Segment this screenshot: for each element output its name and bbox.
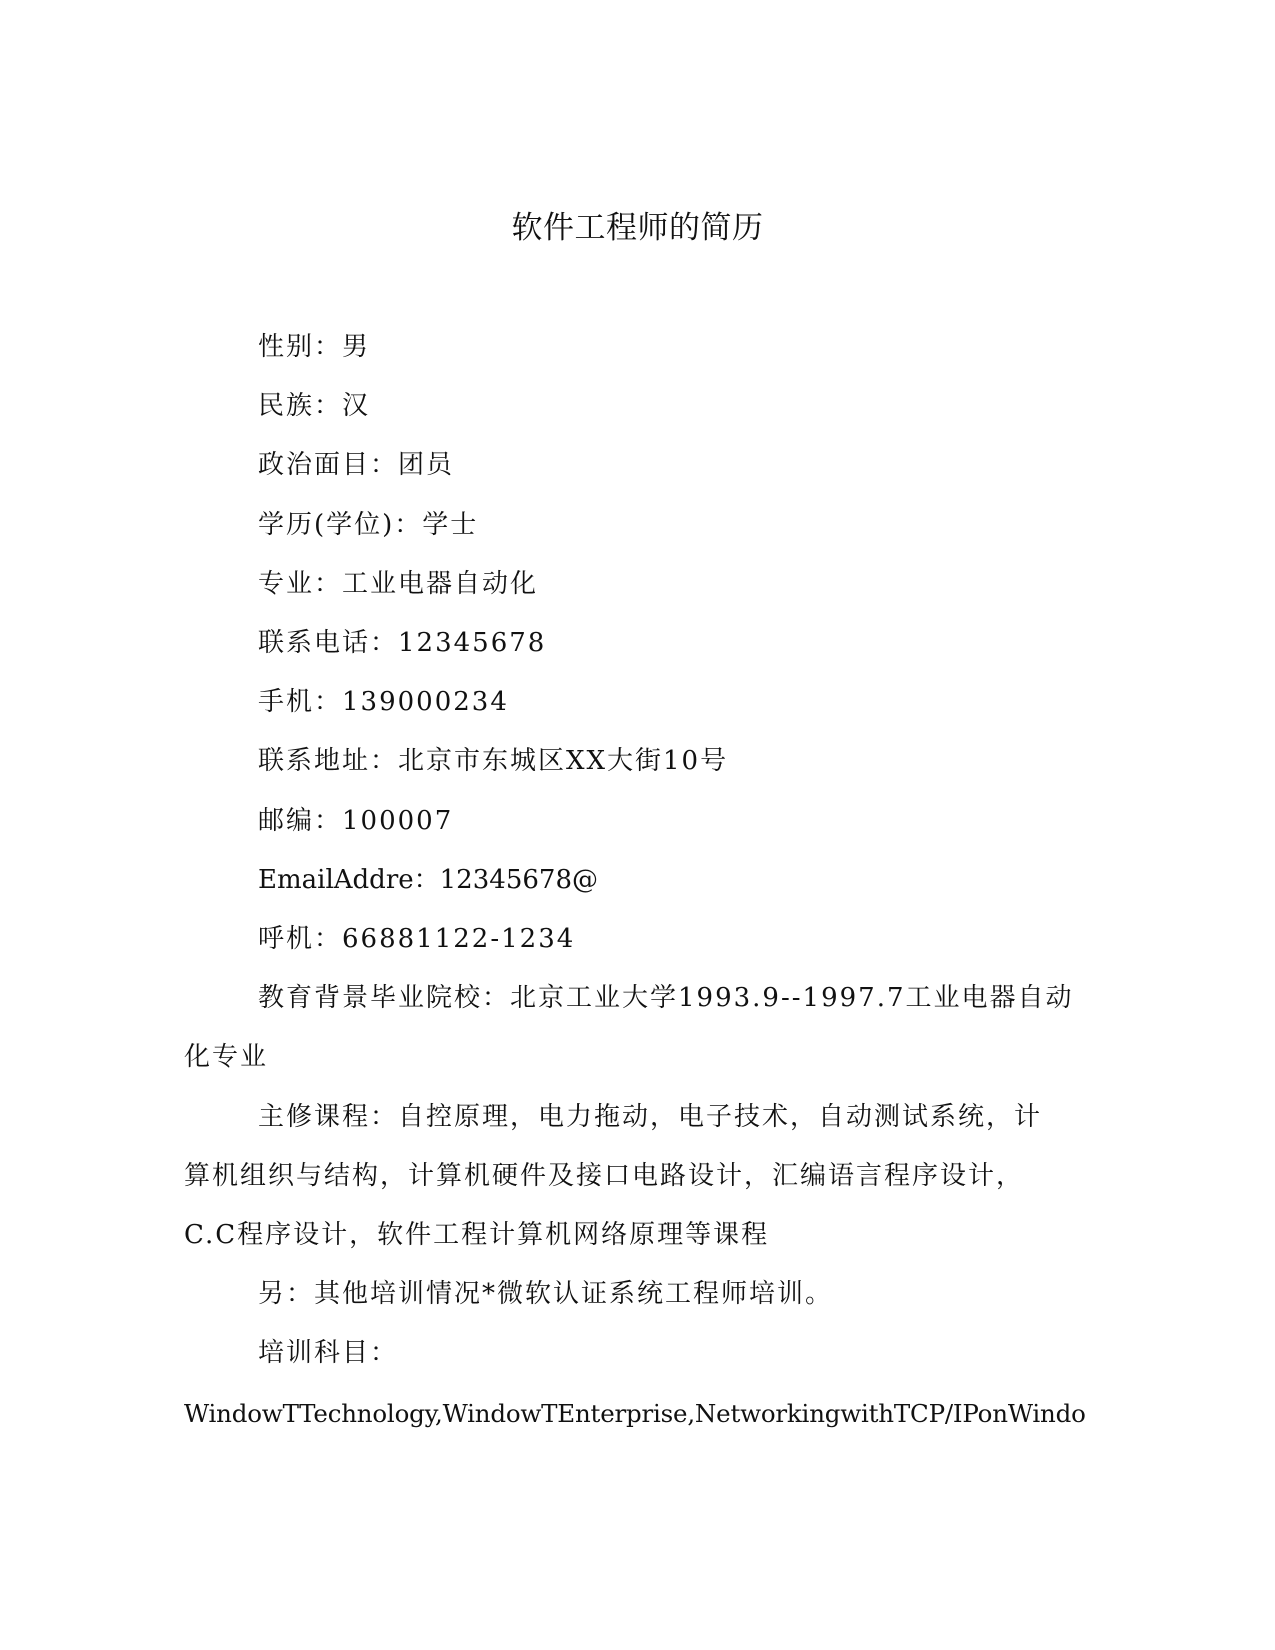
education-line-2: 化专业	[184, 1042, 269, 1073]
document-title: 软件工程师的简历	[511, 210, 764, 246]
education-line-1: 教育背景毕业院校：北京工业大学1993.9--1997.7工业电器自动	[258, 983, 1074, 1014]
resume-body	[184, 318, 1084, 1443]
field-degree: 学历(学位)：学士	[258, 509, 479, 540]
field-political-status: 政治面目：团员	[258, 450, 455, 481]
field-email: EmailAddre：12345678@	[258, 864, 598, 895]
field-address: 联系地址：北京市东城区XX大街10号	[258, 746, 729, 777]
courses-line-2: 算机组织与结构，计算机硬件及接口电路设计，汇编语言程序设计，	[184, 1160, 1025, 1191]
field-gender: 性别：男	[258, 332, 371, 362]
other-training: 另：其他培训情况*微软认证系统工程师培训。	[258, 1279, 834, 1310]
field-mobile: 手机：139000234	[258, 687, 509, 718]
courses-line-3: C.C程序设计，软件工程计算机网络原理等课程	[184, 1220, 770, 1251]
field-phone: 联系电话：12345678	[258, 628, 547, 659]
training-subjects-label: 培训科目：	[258, 1338, 399, 1369]
field-pager: 呼机：66881122-1234	[258, 924, 576, 955]
field-postcode: 邮编：100007	[258, 805, 454, 836]
field-ethnicity: 民族：汉	[258, 391, 371, 422]
training-subjects: WindowTTechnology,WindowTEnterprise,NetworkingwithTCP/IPonWindo	[184, 1398, 1086, 1428]
courses-line-1: 主修课程：自控原理，电力拖动，电子技术，自动测试系统，计	[258, 1101, 1043, 1132]
field-major: 专业：工业电器自动化	[258, 568, 539, 599]
